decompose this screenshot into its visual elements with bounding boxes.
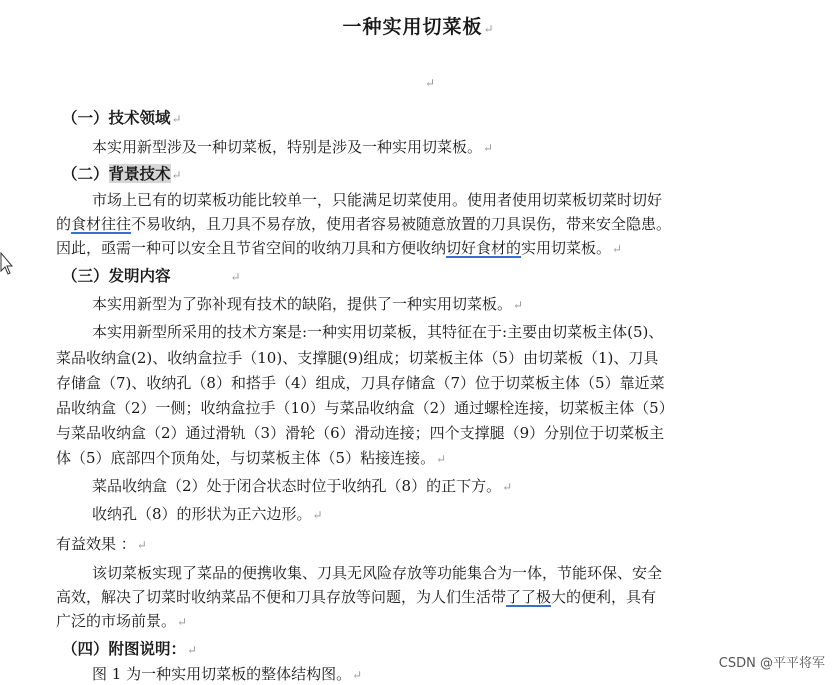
paragraph-mark-icon: ↵: [230, 270, 241, 284]
empty-paragraph: [424, 72, 435, 93]
benefit-line-3: 广泛的市场前景。↵: [56, 612, 188, 630]
watermark: CSDN @平平将军: [718, 656, 825, 671]
paragraph-mark-icon: ↵: [425, 76, 436, 90]
section-3-paragraph-3: 菜品收纳盒（2）处于闭合状态时位于收纳孔（8）的正下方。↵: [92, 477, 513, 495]
paragraph-mark-icon: ↵: [483, 22, 495, 36]
paragraph-mark-icon: ↵: [502, 480, 513, 494]
mouse-cursor-icon: [0, 252, 14, 276]
section-3-heading: （三）发明内容 ↵: [62, 266, 241, 285]
benefit-line-2: 高效，解决了切菜时收纳菜品不便和刀具存放等问题，为人们生活带了了极大的便利，具有: [56, 588, 657, 606]
section-3-paragraph-2-line-2: 菜品收纳盒(2)、收纳盒拉手（10)、支撑腿(9)组成；切菜板主体（5）由切菜板（1)、刀具: [56, 349, 659, 367]
spelling-underline: 切好食材的: [446, 239, 522, 257]
section-3-paragraph-4: 收纳孔（8）的形状为正六边形。↵: [92, 505, 323, 523]
section-3-paragraph-2-line-6: 体（5）底部四个顶角处，与切菜板主体（5）粘接连接。↵: [56, 449, 447, 467]
paragraph-mark-icon: ↵: [177, 615, 188, 629]
paragraph-mark-icon: ↵: [352, 668, 363, 682]
spelling-underline: 了了极: [506, 588, 552, 606]
section-1-heading: （一）技术领域↵: [62, 108, 182, 127]
paragraph-mark-icon: ↵: [436, 452, 447, 466]
title-text: 一种实用切菜板: [342, 16, 483, 38]
paragraph-mark-icon: ↵: [483, 141, 494, 155]
benefit-label: 有益效果 ：↵: [56, 535, 147, 553]
benefit-line-1: 该切菜板实现了菜品的便携收集、刀具无风险存放等功能集合为一体，节能环保、安全: [92, 564, 663, 582]
section-2-line-1: 市场上已有的切菜板功能比较单一，只能满足切菜使用。使用者使用切菜板切菜时切好: [92, 191, 663, 209]
paragraph-mark-icon: ↵: [171, 168, 182, 182]
section-1-paragraph: 本实用新型涉及一种切菜板，特别是涉及一种实用切菜板。↵: [92, 138, 494, 156]
document-title: [0, 12, 837, 39]
paragraph-mark-icon: ↵: [513, 298, 524, 312]
paragraph-mark-icon: ↵: [612, 242, 623, 256]
section-3-paragraph-1: 本实用新型为了弥补现有技术的缺陷，提供了一种实用切菜板。↵: [92, 295, 524, 313]
paragraph-mark-icon: ↵: [171, 112, 182, 126]
section-3-paragraph-2-line-1: 本实用新型所采用的技术方案是:一种实用切菜板，其特征在于:主要由切菜板主体(5)、: [92, 323, 664, 341]
section-2-line-2: 的食材往往不易收纳，且刀具不易存放，使用者容易被随意放置的刀具误伤，带来安全隐患。: [56, 215, 672, 233]
paragraph-mark-icon: ↵: [187, 643, 198, 657]
section-3-paragraph-2-line-4: 品收纳盒（2）一侧；收纳盒拉手（10）与菜品收纳盒（2）通过螺栓连接，切菜板主体（5）: [56, 399, 674, 417]
section-4-paragraph-1: 图 1 为一种实用切菜板的整体结构图。↵: [92, 665, 363, 683]
section-3-paragraph-2-line-3: 存储盒（7)、收纳孔（8）和搭手（4）组成，刀具存储盒（7）位于切菜板主体（5）靠近菜: [56, 374, 665, 392]
paragraph-mark-icon: ↵: [136, 538, 147, 552]
section-3-paragraph-2-line-5: 与菜品收纳盒（2）通过滑轨（3）滑轮（6）滑动连接；四个支撑腿（9）分别位于切菜板主: [56, 424, 665, 442]
section-2-line-3: 因此，亟需一种可以安全且节省空间的收纳刀具和方便收纳切好食材的实用切菜板。↵: [56, 239, 623, 257]
paragraph-mark-icon: ↵: [312, 508, 323, 522]
section-4-heading: （四）附图说明：↵: [62, 639, 198, 658]
spelling-underline: 食材往往: [71, 215, 132, 233]
selected-text[interactable]: 背景技术: [108, 164, 171, 183]
section-2-heading: （二）背景技术↵: [62, 164, 182, 183]
